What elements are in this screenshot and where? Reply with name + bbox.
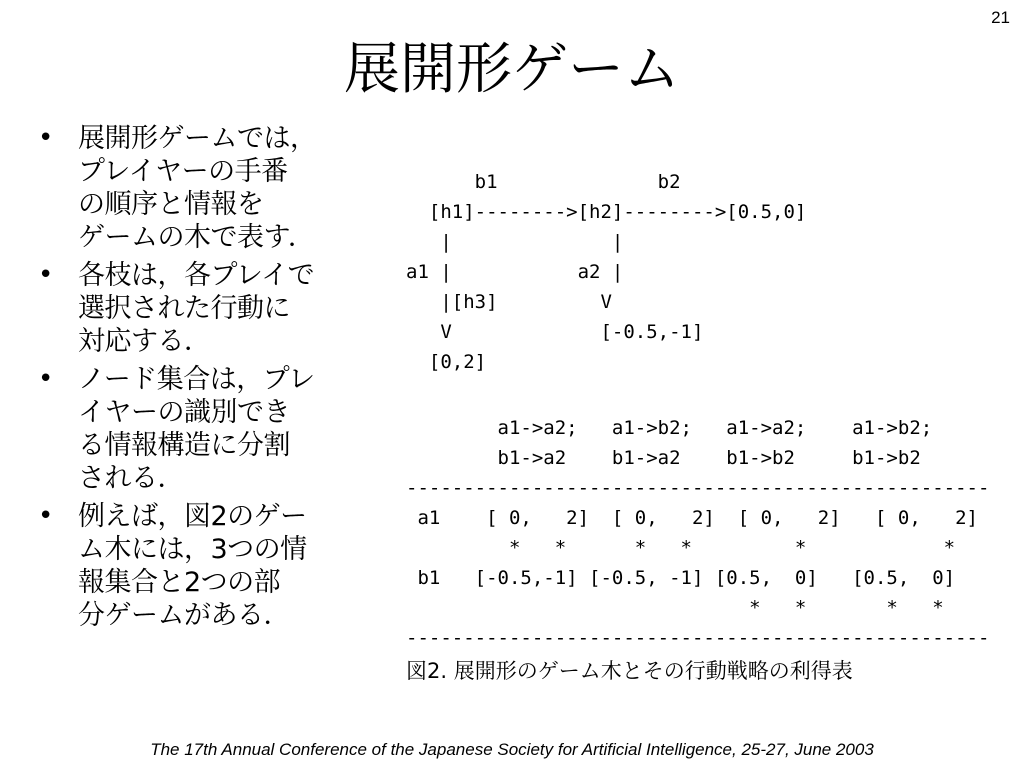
table-line: a1->a2; a1->b2; a1->a2; a1->b2; — [406, 417, 933, 439]
tree-line: [0,2] — [406, 351, 487, 373]
figure-caption: 図2. 展開形のゲーム木とその行動戦略の利得表 — [406, 659, 853, 683]
bullet-dot-icon: • — [38, 123, 54, 153]
bullet-item — [38, 500, 368, 632]
tree-line: V [-0.5,-1] — [406, 321, 704, 343]
bullet-text: ノード集合は，プレ イヤーの識別でき る情報構造に分割 される． — [78, 364, 315, 494]
table-line: a1 [ 0, 2] [ 0, 2] [ 0, 2] [ 0, 2] — [406, 507, 978, 529]
table-line: b1->a2 b1->a2 b1->b2 b1->b2 — [406, 447, 921, 469]
payoff-table — [406, 413, 989, 653]
slide-title: 展開形ゲーム — [344, 37, 680, 102]
table-line: * * * * * * — [406, 537, 956, 559]
page-number: 21 — [991, 8, 1010, 27]
bullet-text: 例えば，図2のゲー ム木には，3つの情 報集合と2つの部 分ゲームがある． — [78, 501, 307, 631]
bullet-text: 展開形ゲームでは， プレイヤーの手番 の順序と情報を ゲームの木で表す． — [78, 123, 317, 253]
bullet-dot-icon: • — [38, 501, 54, 531]
table-line: --------------------------------------------------- — [406, 627, 990, 649]
tree-line: | | — [406, 231, 624, 253]
bullet-dot-icon: • — [38, 260, 54, 290]
table-line: b1 [-0.5,-1] [-0.5, -1] [0.5, 0] [0.5, 0] — [406, 567, 956, 589]
tree-line: [h1]-------->[h2]-------->[0.5,0] — [406, 201, 807, 223]
tree-line: a1 | a2 | — [406, 261, 624, 283]
bullet-dot-icon: • — [38, 364, 54, 394]
tree-line: b1 b2 — [406, 171, 681, 193]
footer: The 17th Annual Conference of the Japanese Society for Artificial Intelligence, 25-27, June 2003 — [150, 740, 874, 759]
bullet-item — [38, 259, 368, 358]
bullet-text: 各枝は，各プレイで 選択された行動に 対応する． — [78, 260, 315, 357]
table-line: --------------------------------------------------- — [406, 477, 990, 499]
table-line: * * * * — [406, 597, 944, 619]
tree-line: |[h3] V — [406, 291, 612, 313]
bullet-list — [38, 122, 368, 637]
bullet-item — [38, 363, 368, 495]
game-tree-figure — [406, 167, 806, 377]
bullet-item — [38, 122, 368, 254]
